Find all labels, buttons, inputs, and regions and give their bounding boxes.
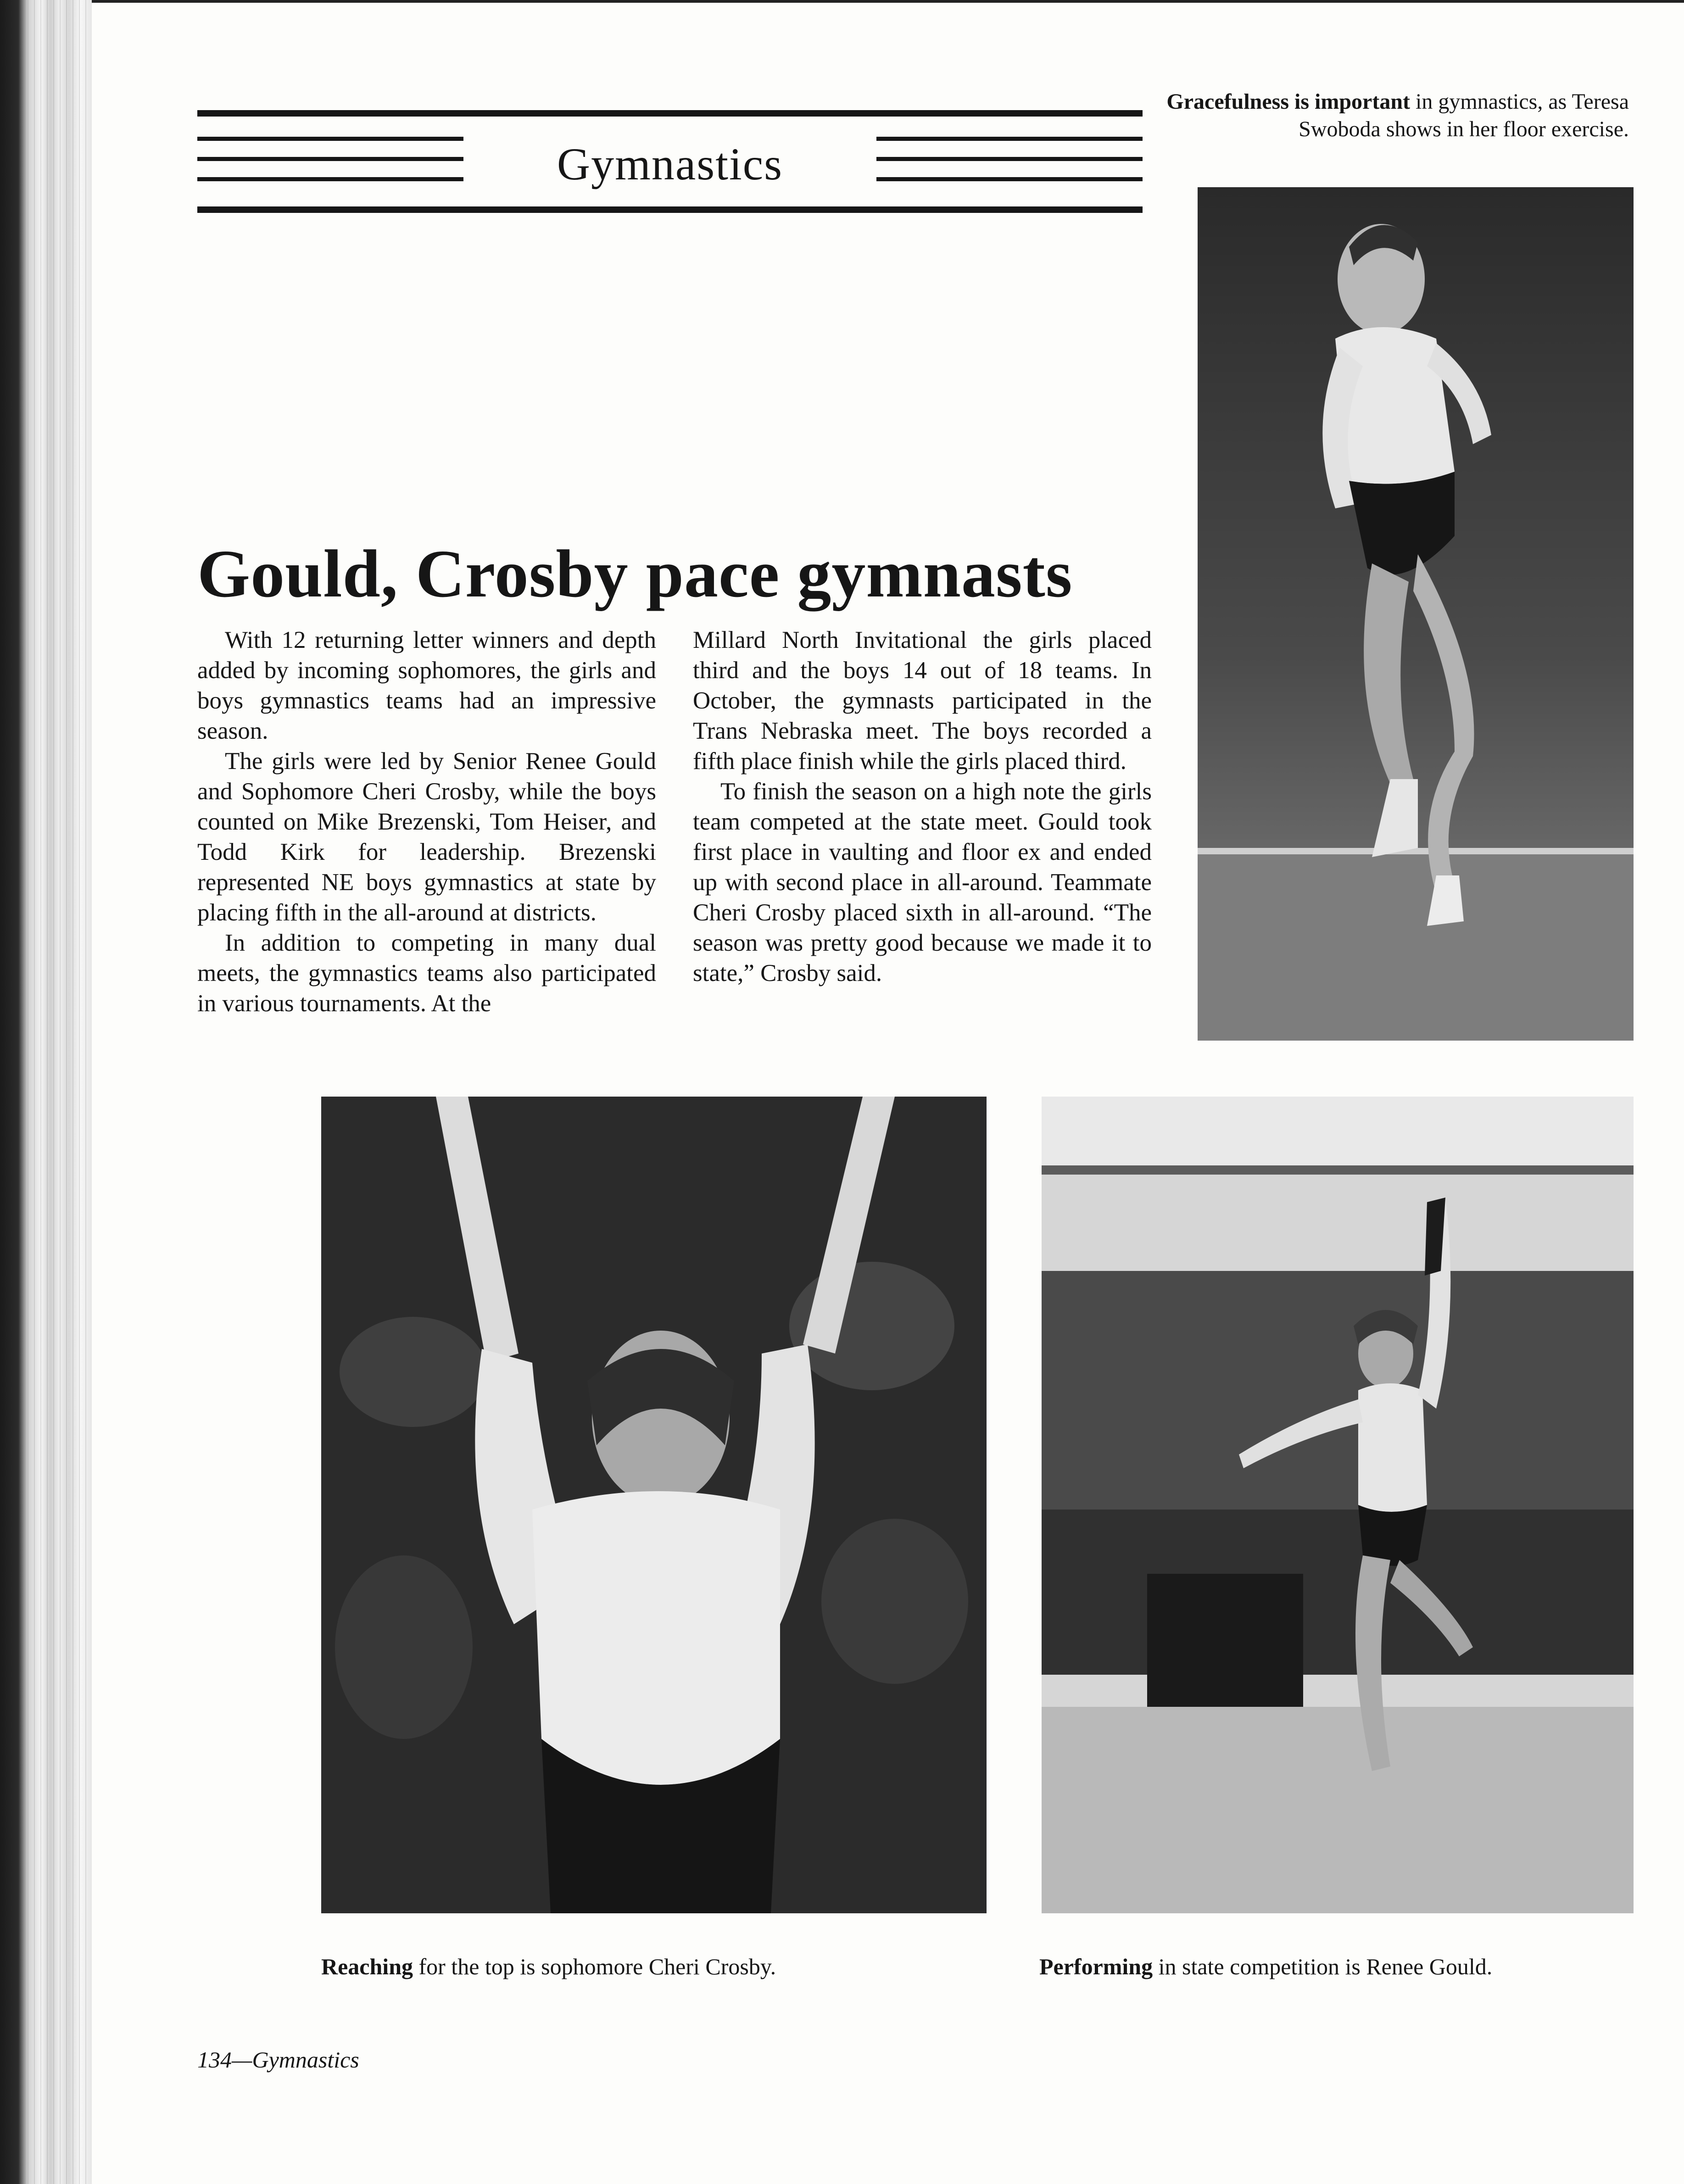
- paragraph: The girls were led by Senior Renee Gould and Sophomore Cheri Crosby, while the boys counted on Mike Brezenski, Tom Heiser, and Todd Kirk for leadership. Brezenski represented NE boys gymnastics at state by placing fifth in the all-around at districts.: [197, 748, 656, 926]
- caption-lead: Reaching: [321, 1954, 413, 1979]
- banner-rule: [197, 157, 463, 161]
- caption-text: in gymnastics, as Teresa Swoboda shows in her floor exercise.: [1299, 89, 1629, 141]
- banner-rule-bottom: [197, 206, 1143, 213]
- paragraph: To finish the season on a high note the girls team competed at the state meet. Gould took first place in vaulting and floor ex and ended up with second place in all-around. Teammate Cheri Crosby placed sixth in all-around. “The season was pretty good because we made it to state,” Crosby said.: [693, 778, 1152, 986]
- paragraph: With 12 returning letter winners and depth added by incoming sophomores, the girls and boys gymnastics teams had an impressive season.: [197, 627, 656, 744]
- banner-rule: [876, 137, 1143, 141]
- banner-rule: [876, 157, 1143, 161]
- article-column-2: [693, 625, 1152, 988]
- caption-lead: Performing: [1039, 1954, 1153, 1979]
- paragraph: Millard North Invitational the girls placed third and the boys 14 out of 18 teams. In October, the gymnasts participated in the Trans Nebraska meet. The boys recorded a fifth place finish while the girls placed third.: [693, 627, 1152, 774]
- caption-lead: Gracefulness is important: [1166, 89, 1411, 114]
- page-folio: 134—Gymnastics: [197, 2047, 359, 2073]
- page-edges: [28, 0, 92, 2184]
- top-photo-caption: [1156, 88, 1629, 143]
- photo-renee-gould: [1042, 1097, 1634, 1913]
- section-title: Gymnastics: [557, 139, 783, 189]
- top-rule: [92, 0, 1684, 3]
- photo-cheri-crosby: [321, 1097, 987, 1913]
- left-photo-caption: [321, 1953, 776, 1980]
- caption-text: for the top is sophomore Cheri Crosby.: [413, 1954, 776, 1979]
- banner-rule-top: [197, 110, 1143, 117]
- right-photo-caption: [1039, 1953, 1492, 1980]
- article-column-1: [197, 625, 656, 1019]
- banner-rule: [197, 137, 463, 141]
- paragraph: In addition to competing in many dual meets, the gymnastics teams also participated in various tournaments. At the: [197, 930, 656, 1017]
- caption-text: in state competition is Renee Gould.: [1153, 1954, 1493, 1979]
- banner-rule: [197, 177, 463, 181]
- article-headline: Gould, Crosby pace gymnasts: [197, 536, 1073, 612]
- banner-rule: [876, 177, 1143, 181]
- photo-floor-exercise: [1198, 187, 1634, 1041]
- section-banner: [197, 110, 1143, 216]
